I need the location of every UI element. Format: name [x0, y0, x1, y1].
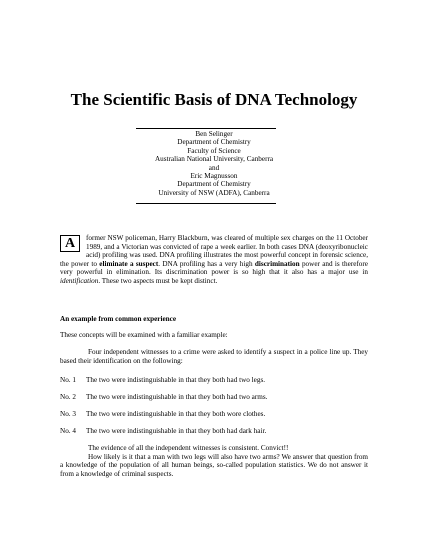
- intro-text: former NSW policeman, Harry Blackburn, was cleared of multiple sex charges on the 11 October 1989, and a Victorian was convicted of rape a week earlier. In both cases DNA (deoxyribonucleic acid) profiling was used. DNA profiling illustrates the most powerful concept in forensic science, the power to: [60, 234, 368, 268]
- author-block: [0, 130, 428, 197]
- witness-paragraph: Four independent witnesses to a crime were asked to identify a suspect in a police line up. They based their identification on the following:: [60, 348, 368, 365]
- list-item-number: No. 3: [60, 410, 76, 418]
- document-title: The Scientific Basis of DNA Technology: [70, 90, 358, 109]
- author-block-top-rule: [136, 128, 276, 129]
- intro-text: power and is therefore very powerful in elimination. Its discrimination power is so high that it also has a major use in: [60, 259, 368, 277]
- list-item: [60, 393, 368, 402]
- intro-emphasis: eliminate a suspect: [99, 259, 159, 268]
- author-name: Ben Selinger: [195, 130, 233, 138]
- list-item: [60, 376, 368, 385]
- list-item: [60, 410, 368, 419]
- section-heading: An example from common experience: [60, 315, 177, 323]
- author-institution: University of NSW (ADFA), Canberra: [158, 188, 270, 197]
- author-institution: Australian National University, Canberra: [154, 155, 274, 164]
- intro-paragraph: [60, 234, 368, 286]
- list-item-number: No. 4: [60, 427, 76, 435]
- intro-emphasis: discrimination: [254, 259, 300, 268]
- concepts-paragraph: These concepts will be examined with a familiar example:: [60, 331, 228, 339]
- evidence-line: The evidence of all the independent witnesses is consistent. Convict!!: [88, 444, 289, 452]
- list-item-text: The two were indistinguishable in that they both had dark hair.: [86, 427, 267, 435]
- author-department: Department of Chemistry: [177, 180, 251, 189]
- list-item-text: The two were indistinguishable in that they both had two arms.: [86, 393, 268, 401]
- author-conjunction: and: [208, 163, 220, 172]
- evidence-line: How likely is it that a man with two legs will also have two arms? We answer that question from a knowledge of the population of all human beings, so-called population statistics. We do not answer it from a knowledge of criminal suspects.: [60, 452, 368, 478]
- list-item-text: The two were indistinguishable in that they both had two legs.: [86, 376, 266, 384]
- list-item-number: No. 1: [60, 376, 76, 384]
- author-name: Eric Magnusson: [190, 172, 238, 181]
- drop-cap: A: [60, 235, 80, 252]
- intro-text: . DNA profiling has a very high: [158, 259, 255, 268]
- intro-italic: identification: [60, 276, 99, 285]
- author-faculty: Faculty of Science: [187, 146, 241, 155]
- evidence-paragraph: [60, 444, 368, 478]
- author-block-bottom-rule: [136, 203, 276, 204]
- author-department: Department of Chemistry: [177, 138, 251, 147]
- list-item-number: No. 2: [60, 393, 76, 401]
- list-item: [60, 427, 368, 436]
- intro-text: . These two aspects must be kept distinct.: [98, 276, 218, 285]
- list-item-text: The two were indistinguishable in that they both wore clothes.: [86, 410, 266, 418]
